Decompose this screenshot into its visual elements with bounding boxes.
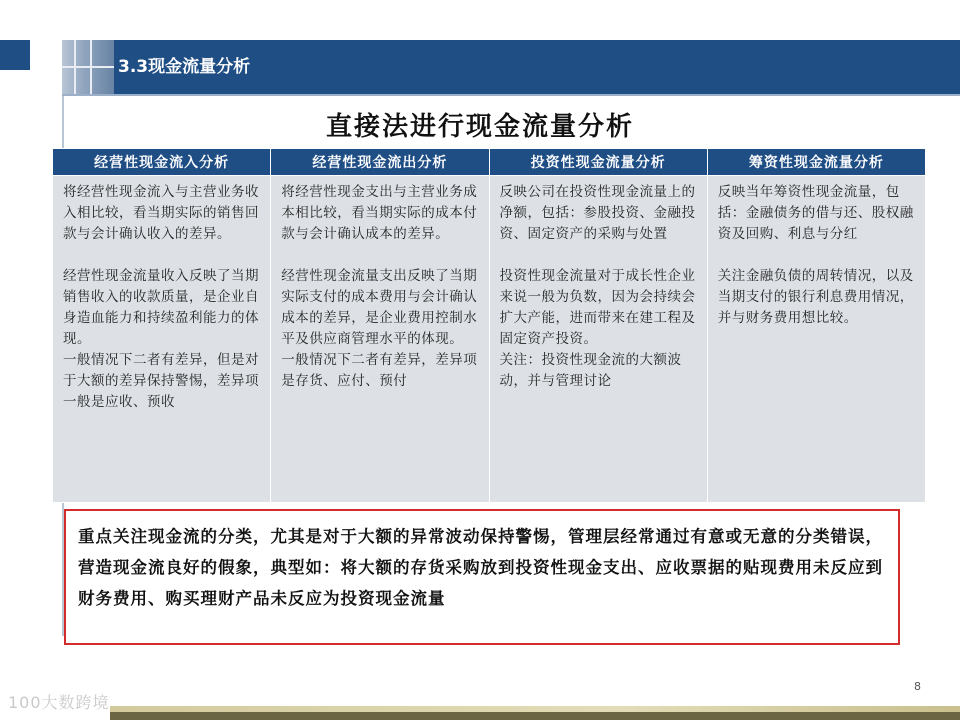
header-financing: 筹资性现金流量分析: [707, 149, 925, 176]
header-operating-outflow: 经营性现金流出分析: [271, 149, 489, 176]
cell-paragraph: 将经营性现金流入与主营业务收入相比较，看当期实际的销售回款与会计确认收入的差异。: [63, 184, 259, 242]
cell-paragraph: 将经营性现金支出与主营业务成本相比较，看当期实际的成本付款与会计确认成本的差异。: [281, 184, 478, 242]
cell-paragraph: 投资性现金流量对于成长性企业来说一般为负数，因为会持续会扩大产能，进而带来在建工程及固定资产投资。 关注：投资性现金流的大额波动，并与管理讨论: [499, 268, 696, 389]
key-point-callout: 重点关注现金流的分类，尤其是对于大额的异常波动保持警惕，管理层经常通过有意或无意的分类错误，营造现金流良好的假象，典型如：将大额的存货采购放到投资性现金支出、应收票据的贴现费用未反应到财务费用、购买理财产品未反应为投资现金流量: [64, 509, 900, 645]
table-header-row: [53, 149, 926, 176]
cell-paragraph: 关注金融负债的周转情况，以及当期支付的银行利息费用情况，并与财务费用想比较。: [717, 268, 914, 326]
cell-paragraph: 经营性现金流量支出反映了当期实际支付的成本费用与会计确认成本的差异，是企业费用控制水平及供应商管理水平的体现。 一般情况下二者有差异，差异项是存货、应付、预付: [281, 268, 478, 389]
header-corner-block: [0, 40, 30, 70]
table-row: [53, 176, 926, 503]
header-operating-inflow: 经营性现金流入分析: [53, 149, 271, 176]
cell-paragraph: 反映当年筹资性现金流量，包括：金融债务的借与还、股权融资及回购、利息与分红: [717, 184, 914, 242]
header-investing: 投资性现金流量分析: [489, 149, 707, 176]
cell-operating-outflow: [271, 176, 489, 503]
cell-financing: [707, 176, 925, 503]
page-number: 8: [914, 680, 921, 693]
watermark-logo: 100大数跨境: [8, 693, 110, 712]
header-underline: [62, 94, 960, 96]
header-grid-decoration: [62, 40, 114, 94]
cell-paragraph: 反映公司在投资性现金流量上的净额，包括：参股投资、金融投资、固定资产的采购与处置: [499, 184, 696, 242]
cell-paragraph: 经营性现金流量收入反映了当期销售收入的收款质量，是企业自身造血能力和持续盈利能力的体现。 一般情况下二者有差异，但是对于大额的差异保持警惕，差异项一般是应收、预收: [63, 268, 259, 410]
footer-bar-dark: [110, 712, 960, 720]
cell-operating-inflow: [53, 176, 271, 503]
section-title: 3.3现金流量分析: [118, 57, 251, 77]
page-title: 直接法进行现金流量分析: [325, 112, 634, 142]
cash-flow-table: [52, 148, 926, 503]
cell-investing: [489, 176, 707, 503]
